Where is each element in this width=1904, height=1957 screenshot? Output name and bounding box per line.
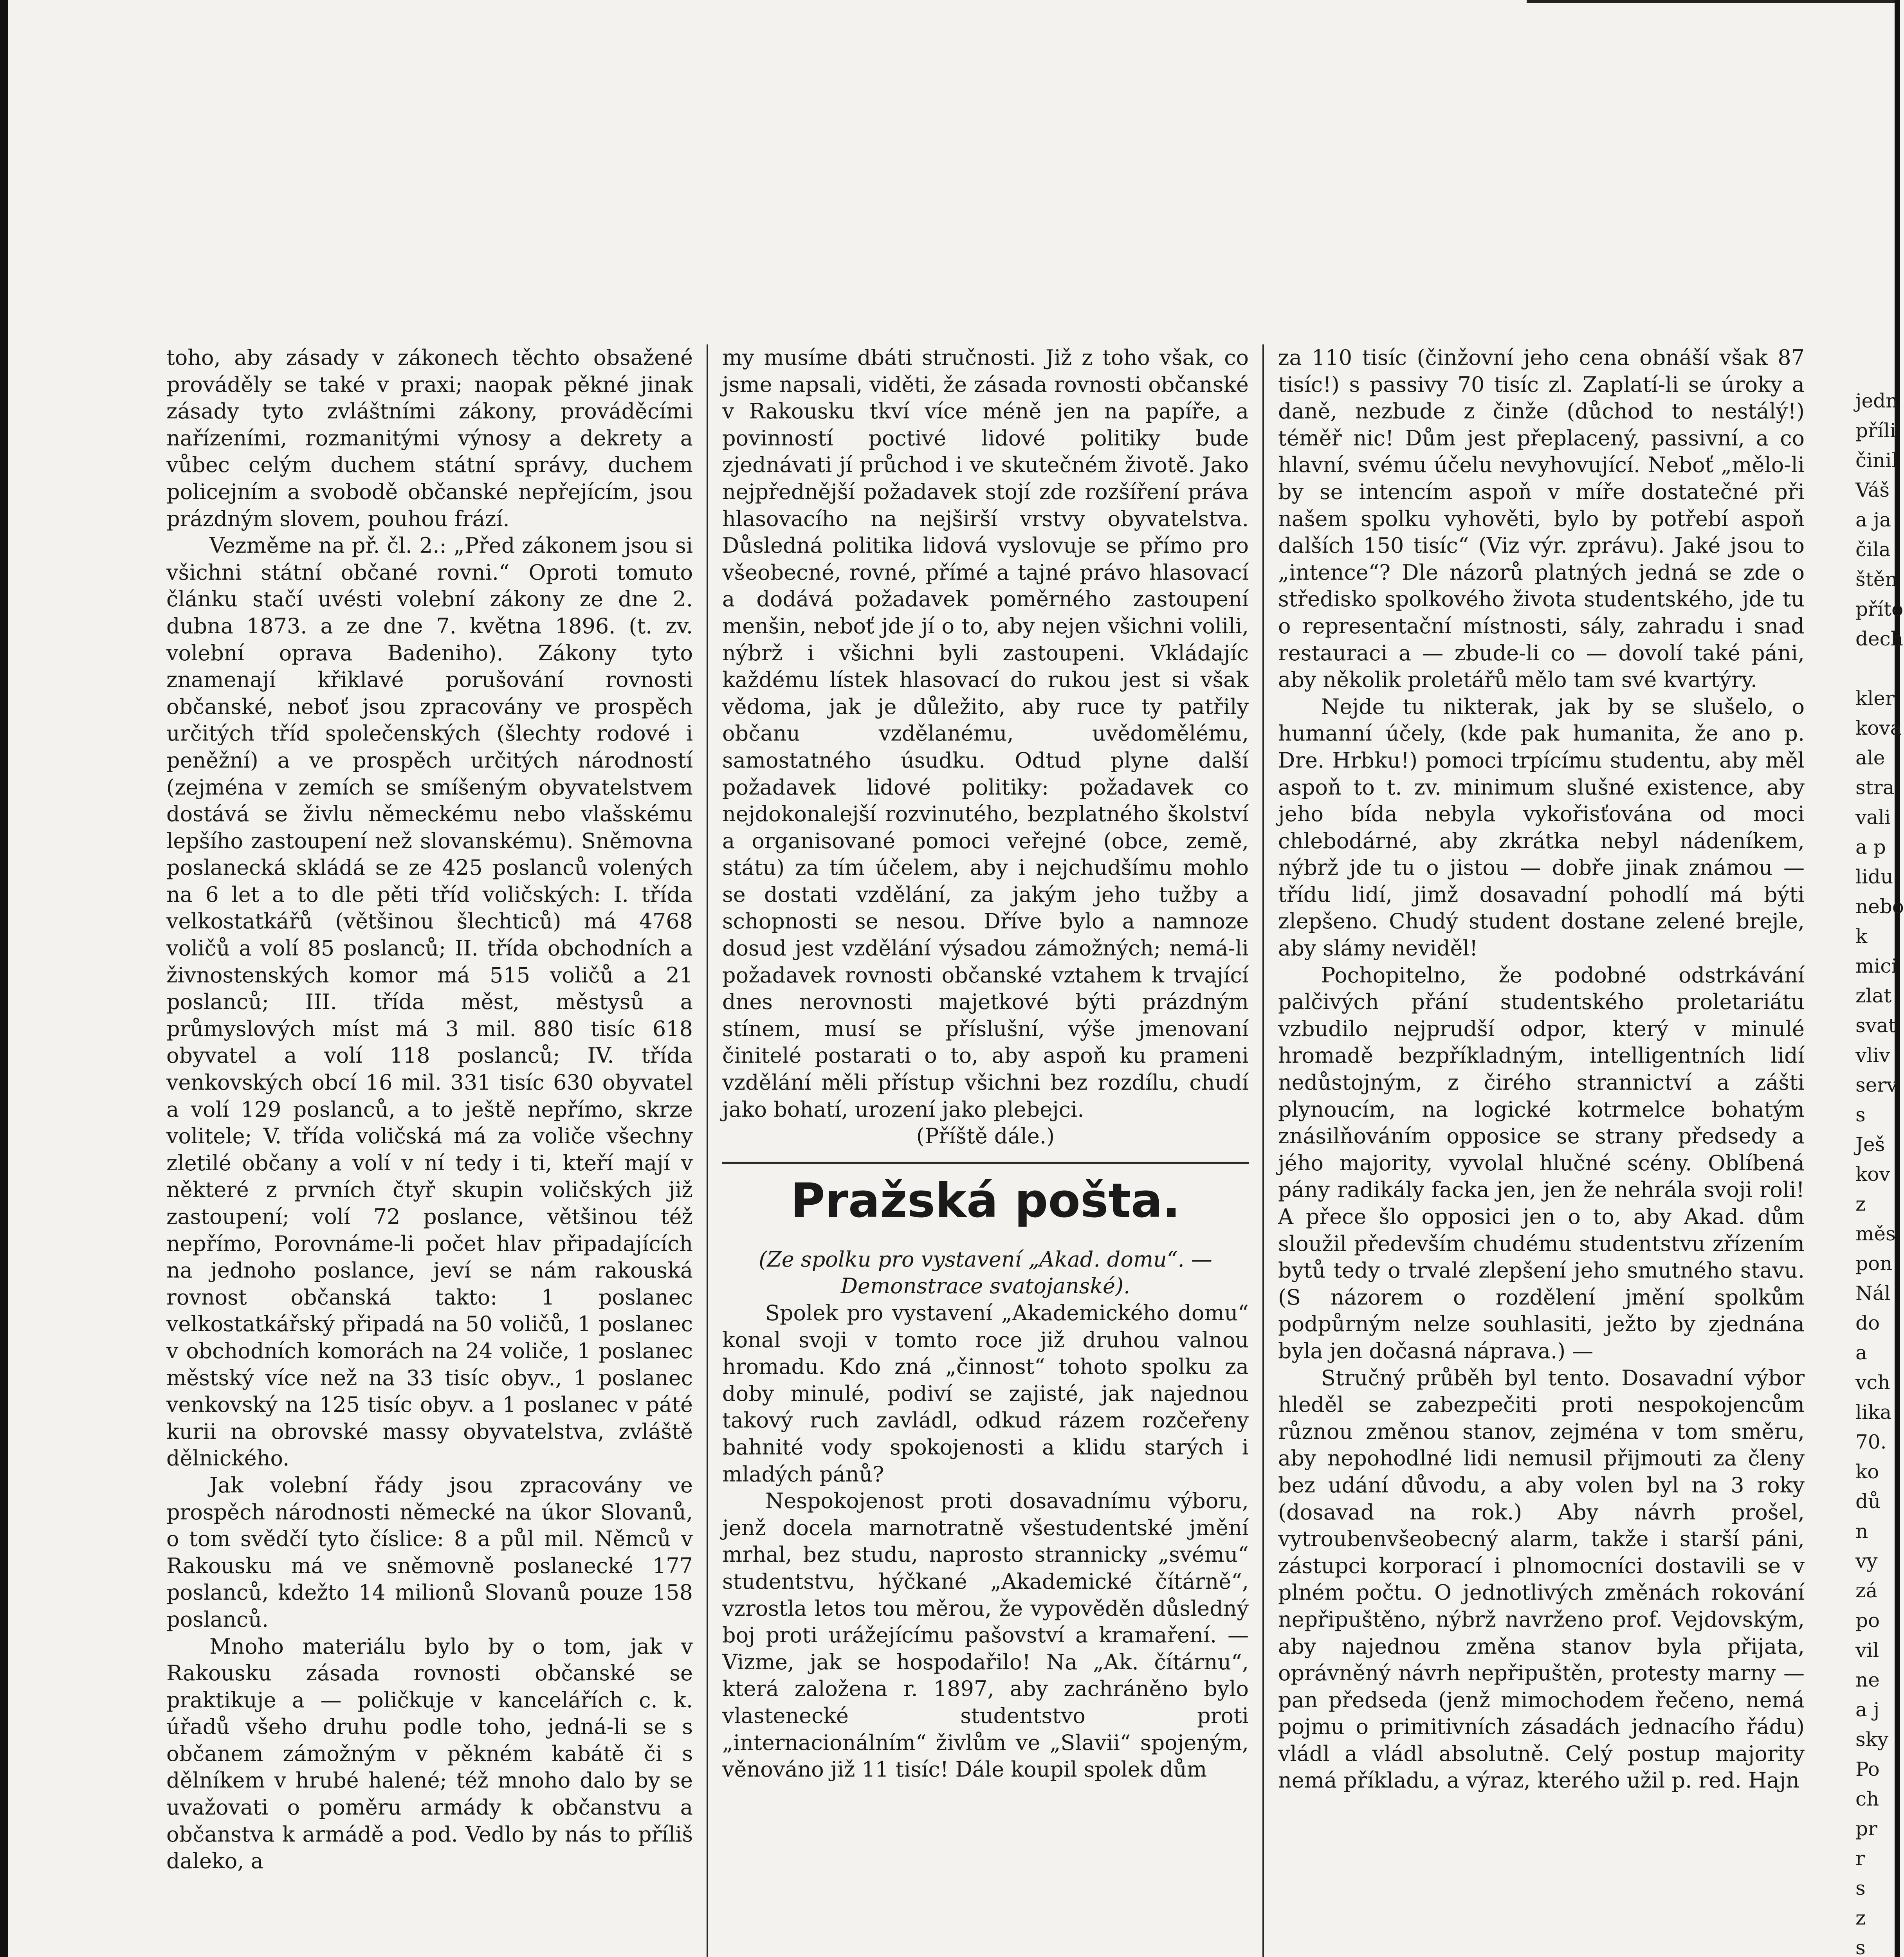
scrap-fragment: a <box>1855 1341 1867 1364</box>
article-column-3 <box>1278 344 1805 1794</box>
scrap-fragment: r <box>1855 1847 1865 1870</box>
scrap-fragment: lidu <box>1855 865 1893 888</box>
scrap-fragment: kler <box>1855 687 1895 710</box>
scrap-fragment: po <box>1855 1609 1880 1632</box>
scrap-fragment: z <box>1855 1907 1866 1929</box>
scrap-fragment: dů <box>1855 1490 1881 1513</box>
scrap-fragment: svat <box>1855 1014 1896 1037</box>
column-divider <box>707 344 708 1957</box>
scrap-fragment: kova <box>1855 717 1902 739</box>
scrap-fragment: n <box>1855 1520 1868 1543</box>
scrap-fragment: lika <box>1855 1401 1892 1424</box>
subheadline: (Ze spolku pro vystavení „Akad. domu“. — Demonstrace svatojanské). <box>759 1247 1212 1299</box>
scrap-fragment: jedn <box>1855 389 1899 412</box>
scrap-fragment: dech <box>1855 627 1903 650</box>
article-column-2 <box>722 344 1249 1783</box>
scan-left-edge <box>0 0 8 1957</box>
column-divider <box>1262 344 1264 1957</box>
scrap-fragment: Ješ <box>1855 1133 1885 1156</box>
scrap-fragment: ne <box>1855 1669 1880 1691</box>
scrap-fragment: měs <box>1855 1222 1896 1245</box>
scrap-fragment: a p <box>1855 836 1886 858</box>
paragraph: Spolek pro vystavení „Akademického domu“ konal svoji v tomto roce již druhou valnou hromadu. Kdo zná „činnost“ tohoto spolku za doby minulé, podiví se zajisté, jak najednou takový ruch zavládl, odkud rázem rozčeřeny bahnité vody spokojenosti a klidu starých i mladých pánů? <box>722 1301 1249 1487</box>
scrap-fragment: Nál <box>1855 1282 1891 1305</box>
paragraph: Stručný průběh byl tento. Dosavadní výbor hleděl se zabezpečiti proti nespokojencům různou změnou stanov, zejména v tom směru, aby nepohodlné lidi nemusil přijmouti za členy bez udání důvodu, a aby volen byl na 3 roky (dosavad na rok.) Aby návrh prošel, vytroubenvšeobecný alarm, takže i starší páni, zástupci korporací i plnomocníci dostavili se v plném počtu. O jednotlivých změnách rokování nepřipuštěno, nýbrž navrženo prof. Vejdovským, aby najednou změna stanov byla přijata, oprávněný návrh nepřipuštěn, protesty marny — pan předseda (jenž mimochodem řečeno, nemá pojmu o primitivních zásadách jednacího řádu) vládl a vládl absolutně. Celý postup majority nemá příkladu, a výraz, kterého užil p. red. Hajn <box>1278 1365 1805 1793</box>
scrap-fragment: ko <box>1855 1460 1879 1483</box>
paragraph: Pochopitelno, že podobné odstrkávání palčivých přání studentského proletariátu vzbudilo nejprudší odpor, který v minulé hromadě bezpříkladným, intelligentních lidí nedůstojným, z čirého strannictví a zášti plynoucím, na logické kotrmelce bohatým znásilňováním opposice se strany předsedy a jého majority, vyvolal hlučné scény. Oblíbená pány radikály facka jen, jen že nehrála svoji roli! A přece šlo opposici jen o to, aby Akad. dům sloužil především chudému studentstvu zřízením bytů tedy o trvalé zlepšení jeho smutného stavu. (S názorem o rozdělení jmění spolkům podpůrným nelze souhlasiti, ježto by zjednána byla jen dočasná náprava.) — <box>1278 962 1805 1363</box>
scrap-fragment: serv <box>1855 1074 1898 1096</box>
scrap-fragment: ale <box>1855 746 1885 769</box>
scrap-fragment: pon <box>1855 1252 1893 1275</box>
article-column-1 <box>166 344 693 1875</box>
scrap-fragment: s <box>1855 1103 1866 1126</box>
paragraph: my musíme dbáti stručnosti. Již z toho však, co jsme napsali, viděti, že zásada rovnosti občanské v Rakousku tkví více méně jen na papíře, a povinností poctivé lidové politiky bude zjednávati jí průchod i ve skutečném životě. Jako nejpřednější požadavek stojí zde rozšíření práva hlasovacího na nejširší vrstvy obyvatelstva. Důsledná politika lidová vyslovuje se přímo pro všeobecné, rovné, přímé a tajné právo hlasovací a dodává požadavek poměrného zastoupení menšin, neboť jde jí o to, aby nejen všichni volili, nýbrž i všichni byli zastoupeni. Vkládajíc každému lístek hlasovací do rukou jest si však vědoma, jak je důležito, aby ruce ty patřily občanu vzdělanému, uvědomělému, samostatného úsudku. Odtud plyne další požadavek lidové politiky: požadavek co nejdokonalejší rozvinutého, bezplatného školství a organisované pomoci veřejné (obce, země, státu) za tím účelem, aby i nejchudšímu mohlo se dostati vzdělání, za jakým jeho tužby a schopnosti se nesou. Dříve bylo a namnoze dosud jest vzdělání výsadou zámožných; nemá-li požadavek rovnosti občanské vztahem k trvající dnes nerovnosti majetkové býti prázdným stínem, musí se příslušní, výše jmenovaní činitelé postarati o to, aby aspoň ku prameni vzdělání měli přístup všichni bez rozdílu, chudí jako bohatí, urození jako plebejci. <box>722 345 1249 1122</box>
scrap-fragment: nebo <box>1855 895 1904 918</box>
paragraph: toho, aby zásady v zákonech těchto obsažené prováděly se také v praxi; naopak pěkné jinak zásady tyto zvláštními zákony, prováděcími nařízeními, rozmanitými výnosy a dekrety a vůbec celým duchem státní správy, duchem policejním a svobodě občanské nepřejícím, jsou prázdným slovem, pouhou frází. <box>166 345 693 531</box>
scrap-fragment: příto <box>1855 598 1904 620</box>
scrap-fragment: ch <box>1855 1788 1879 1810</box>
scrap-fragment: 70. <box>1855 1431 1887 1453</box>
scrap-fragment: činil <box>1855 449 1898 472</box>
scrap-fragment: Váš <box>1855 479 1890 501</box>
scrap-fragment: štěn <box>1855 568 1898 591</box>
scrap-fragment: sky <box>1855 1728 1889 1751</box>
paragraph: Nejde tu nikterak, jak by se slušelo, o humanní účely, (kde pak humanita, že ano p. Dre. Hrbku!) pomoci trpícímu studentu, aby měl aspoň to t. zv. minimum slušné existence, aby jeho bída nebyla vykořisťována od moci chlebodárné, aby zkrátka nebyl nádeníkem, nýbrž jde tu o jistou — dobře jinak známou — třídu lidí, jimž dosavadní pohodlí má býti zlepšeno. Chudý student dostane zelené brejle, aby slámy neviděl! <box>1278 694 1805 961</box>
scrap-fragment: vliv <box>1855 1044 1890 1067</box>
scrap-fragment: mici <box>1855 955 1898 977</box>
scrap-fragment: stra <box>1855 776 1895 799</box>
scan-top-line <box>1527 0 1895 3</box>
scrap-fragment: zá <box>1855 1579 1878 1602</box>
paragraph: Nespokojenost proti dosavadnímu výboru, jenž docela marnotratně všestudentské jmění mrhal, bez studu, naprosto strannicky „svému“ studentstvu, hýčkané „Akademické čítárně“, vzrostla letos tou měrou, že vypověděn důsledný boj proti urážejícímu pašovství a kramaření. — Vizme, jak se hospodařilo! Na „Ak. čítárnu“, která založena r. 1897, aby zachráněno bylo vlastenecké studentstvo proti „internacionálním“ živlům ve „Slavii“ spojeným, věnováno již 11 tisíc! Dále koupil spolek dům <box>722 1488 1249 1782</box>
scrap-fragment: s <box>1855 1877 1866 1899</box>
scrap-fragment: pr <box>1855 1817 1877 1840</box>
paragraph: Mnoho materiálu bylo by o tom, jak v Rakousku zásada rovnosti občanské se praktikuje a — poličkuje v kancelářích c. k. úřadů všeho druhu podle toho, jedná-li se s občanem zámožným v pěkném kabátě či s dělníkem v hrubé halené; též mnoho dalo by se uvažovati o poměru armády k občanstvu a občanstva k armádě a pod. Vedlo by nás to příliš daleko, a <box>166 1634 693 1874</box>
scrap-fragment: vali <box>1855 806 1891 829</box>
scrap-fragment: z <box>1855 1193 1866 1215</box>
scrap-fragment: vil <box>1855 1639 1879 1661</box>
paragraph: Jak volební řády jsou zpracovány ve prospěch národnosti německé na úkor Slovanů, o tom svědčí tyto číslice: 8 a půl mil. Němců v Rakousku má ve sněmovně poslanecké 177 poslanců, kdežto 14 milionů Slovanů pouze 158 poslanců. <box>166 1472 693 1632</box>
section-divider <box>722 1162 1249 1164</box>
paragraph: za 110 tisíc (činžovní jeho cena obnáší však 87 tisíc!) s passivy 70 tisíc zl. Zaplatí-li se úroky a daně, nezbude z činže (důchod to nestálý!) téměř nic! Dům jest přeplacený, passivní, a co hlavní, svému účelu nevyhovující. Neboť „mělo-li by se intencím aspoň v míře dostatečné při našem spolku vyhověti, bylo by potřebí aspoň dalších 150 tisíc“ (Viz výr. zprávu). Jaké jsou to „intence“? Dle názorů platných jedná se zde o středisko spolkového života studentského, jde tu o representační místnosti, sály, zahradu i snad restauraci a — zbude-li co — dovolí také páni, aby několik proletářů mělo tam své kvartýry. <box>1278 345 1805 692</box>
scrap-fragment: vy <box>1855 1550 1878 1572</box>
scrap-fragment: a ja <box>1855 508 1891 531</box>
scrap-fragment: čila <box>1855 538 1891 561</box>
scrap-fragment: a j <box>1855 1698 1880 1721</box>
scrap-fragment: Po <box>1855 1758 1880 1780</box>
scrap-fragment: příli <box>1855 419 1896 442</box>
scrap-fragment: do <box>1855 1312 1880 1334</box>
scrap-fragment: s <box>1855 1936 1866 1957</box>
continued-note: (Příště dále.) <box>916 1124 1055 1149</box>
scrap-fragment: vch <box>1855 1371 1890 1394</box>
paragraph: Vezměme na př. čl. 2.: „Před zákonem jsou si všichni státní občané rovni.“ Oproti tomuto článku stačí uvésti volební zákony ze dne 2. dubna 1873. a ze dne 7. května 1896. (t. zv. volební oprava Badeniho). Zákony tyto znamenají křiklavé porušování rovnosti občanské, neboť jsou zpracovány ve prospěch určitých tříd společenských (šlechty rodové i peněžní) a ve prospěch určitých národností (zejména v zemích se smíšeným obyvatelstvem dostává se živlu německému nebo vlašskému lepšího zastoupení než slovanskému). Sněmovna poslanecká skládá se ze 425 poslanců volených na 6 let a to dle pěti tříd voličských: I. třída velkostatkářů (většinou šlechticů) má 4768 voličů a volí 85 poslanců; II. třída obchodních a živnostenských komor má 515 voličů a 21 poslanců; III. třída měst, městysů a průmyslových míst má 3 mil. 880 tisíc 618 obyvatel a volí 118 poslanců; IV. třída venkovských obcí 16 mil. 331 tisíc 630 obyvatel a volí 129 poslanců, a to ještě nepřímo, skrze volitele; V. třída voličská má za voliče všechny zletilé občany a volí v ní tedy i ti, kteří mají v některé z prvních čtyř skupin voličských již zastoupení; volí 72 poslance, většinou též nepřímo, Porovnáme-li počet hlav připadajících na jednoho poslance, jeví se nám rakouská rovnost občanská takto: 1 poslanec velkostatkářský připadá na 50 voličů, 1 poslanec v obchodních komorách na 24 voliče, 1 poslanec městský více než na 33 tisíc obyv., 1 poslanec venkovský na 125 tisíc obyv. a 1 poslanec v páté kurii na obrovské massy obyvatelstva, zvláště dělnického. <box>166 533 693 1471</box>
scrap-fragment: k <box>1855 925 1868 948</box>
headline: Pražská pošta. <box>790 1173 1181 1228</box>
scrap-fragment: kov <box>1855 1163 1890 1186</box>
scrap-fragment: zlat <box>1855 984 1892 1007</box>
